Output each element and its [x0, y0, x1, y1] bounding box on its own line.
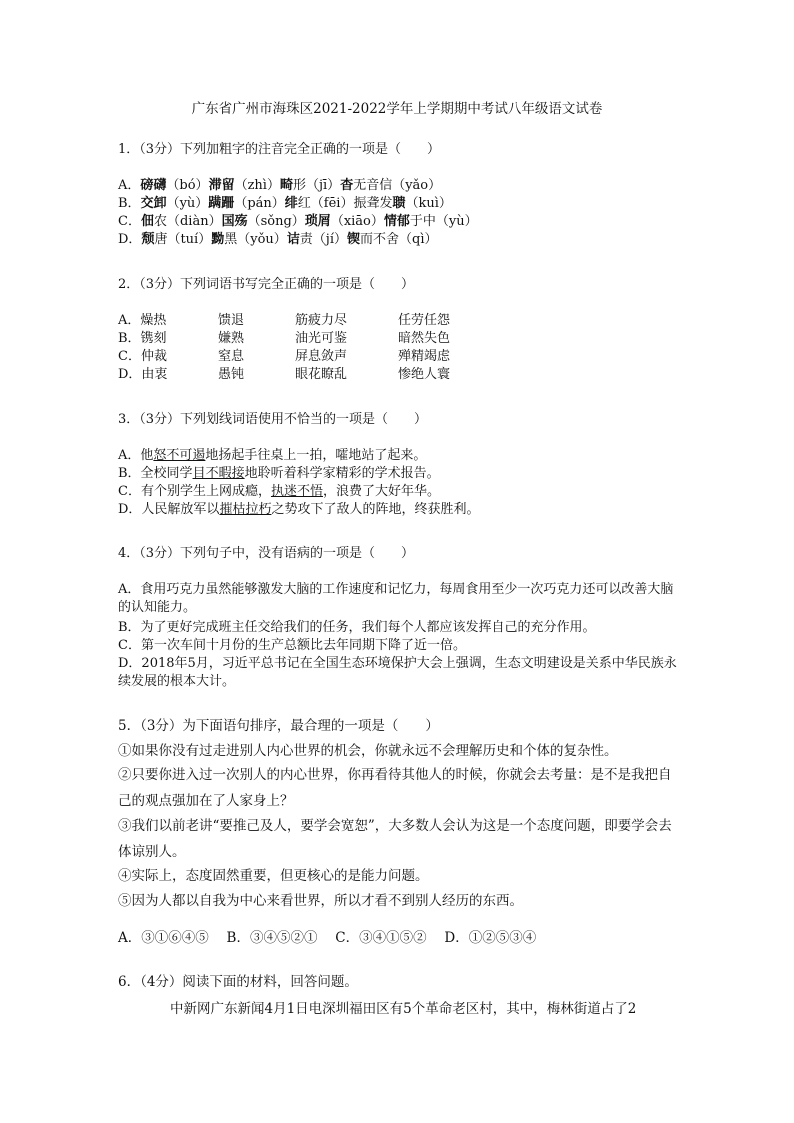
- question-4-option-d: D．2018年5月，习近平总书记在全国生态环境保护大会上强调，生态文明建设是关系中华民族永续发展的根本大计。: [118, 656, 677, 689]
- question-5-sentence-5: ⑤因为人都以自我为中心来看世界，所以才看不到别人经历的东西。: [118, 893, 523, 909]
- question-4-option-b: B．为了更好完成班主任交给我们的任务，我们每个人都应该发挥自己的充分作用。: [118, 620, 596, 635]
- question-2-option-a: A．燥热 馈退 筋疲力尽 任劳任怨: [118, 313, 451, 328]
- question-4-option-a: A．食用巧克力虽然能够激发大脑的工作速度和记忆力，每周食用至少一次巧克力还可以改善大脑的认知能力。: [118, 582, 674, 615]
- question-3-option-d: D．人民解放军以摧枯拉朽之势攻下了敌人的阵地，终获胜利。: [118, 502, 480, 517]
- question-2-option-b: B．镌刻 嫌熟 油光可鉴 暗然失色: [118, 331, 451, 346]
- question-6-stem: 6．（4分）阅读下面的材料，回答问题。: [118, 974, 358, 990]
- question-2-options: [118, 312, 498, 384]
- question-2-option-d: D．由衷 愚钝 眼花瞭乱 惨绝人寰: [118, 367, 451, 382]
- question-1-option-a: A．磅礴（bó）滞留（zhì）畸形（jī）杳无音信（yǎo）: [118, 178, 442, 193]
- question-3-option-b: B．全校同学目不暇接地聆听着科学家精彩的学术报告。: [118, 466, 440, 481]
- question-3-option-c: C．有个别学生上网成瘾，执迷不悟，浪费了大好年华。: [118, 484, 440, 499]
- question-1-option-c: C．佃农（diàn）国殇（sǒng）琐屑（xiāo）情郁于中（yù）: [118, 214, 478, 229]
- question-5-options: A．③①⑥④⑤ B．③④⑤②① C．③④①⑤② D．①②⑤③④: [118, 930, 537, 946]
- exam-title: 广东省广州市海珠区2021-2022学年上学期期中考试八年级语文试卷: [191, 101, 603, 117]
- question-5-stem: 5．（3分）为下面语句排序，最合理的一项是（ ）: [118, 718, 439, 734]
- question-1-stem: 1．（3分）下列加粗字的注音完全正确的一项是（ ）: [118, 142, 441, 157]
- question-5-sentence-3: ③我们以前老讲“要推己及人，要学会宽恕”，大多数人会认为这是一个态度问题，即要学会去体谅别人。: [118, 818, 672, 860]
- question-3-option-a: A．他怒不可遏地扬起手往桌上一拍，嚯地站了起来。: [118, 448, 427, 463]
- question-5-sentence-4: ④实际上，态度固然重要，但更核心的是能力问题。: [118, 868, 429, 884]
- question-1-option-b: B．交卸（yù）蹒跚（pán）绯红（fēi）振聋发聩（kuì）: [118, 196, 452, 211]
- question-2-stem: 2．（3分）下列词语书写完全正确的一项是（ ）: [118, 277, 415, 292]
- question-3-stem: 3．（3分）下列划线词语使用不恰当的一项是（ ）: [118, 412, 428, 427]
- question-2-option-c: C．仲裁 窒息 屏息敛声 殚精竭虑: [118, 349, 451, 364]
- question-4-stem: 4．（3分）下列句子中，没有语病的一项是（ ）: [118, 546, 415, 561]
- question-1-option-d: D．颓唐（tuí）黝黑（yǒu）诘责（jí）锲而不舍（qì）: [118, 232, 438, 247]
- question-5-sentence-1: ①如果你没有过走进别人内心世界的机会，你就永远不会理解历史和个体的复杂性。: [118, 743, 618, 759]
- question-4-option-c: C．第一次车间十月份的生产总额比去年同期下降了近一倍。: [118, 638, 466, 653]
- question-5-sentence-2: ②只要你进入过一次别人的内心世界，你再看待其他人的时候，你就会去考量：是不是我把自己的观点强加在了人家身上？: [118, 767, 672, 809]
- question-6-material: 中新网广东新闻4月1日电深圳福田区有5个革命老区村，其中，梅林街道占了2: [170, 1001, 637, 1017]
